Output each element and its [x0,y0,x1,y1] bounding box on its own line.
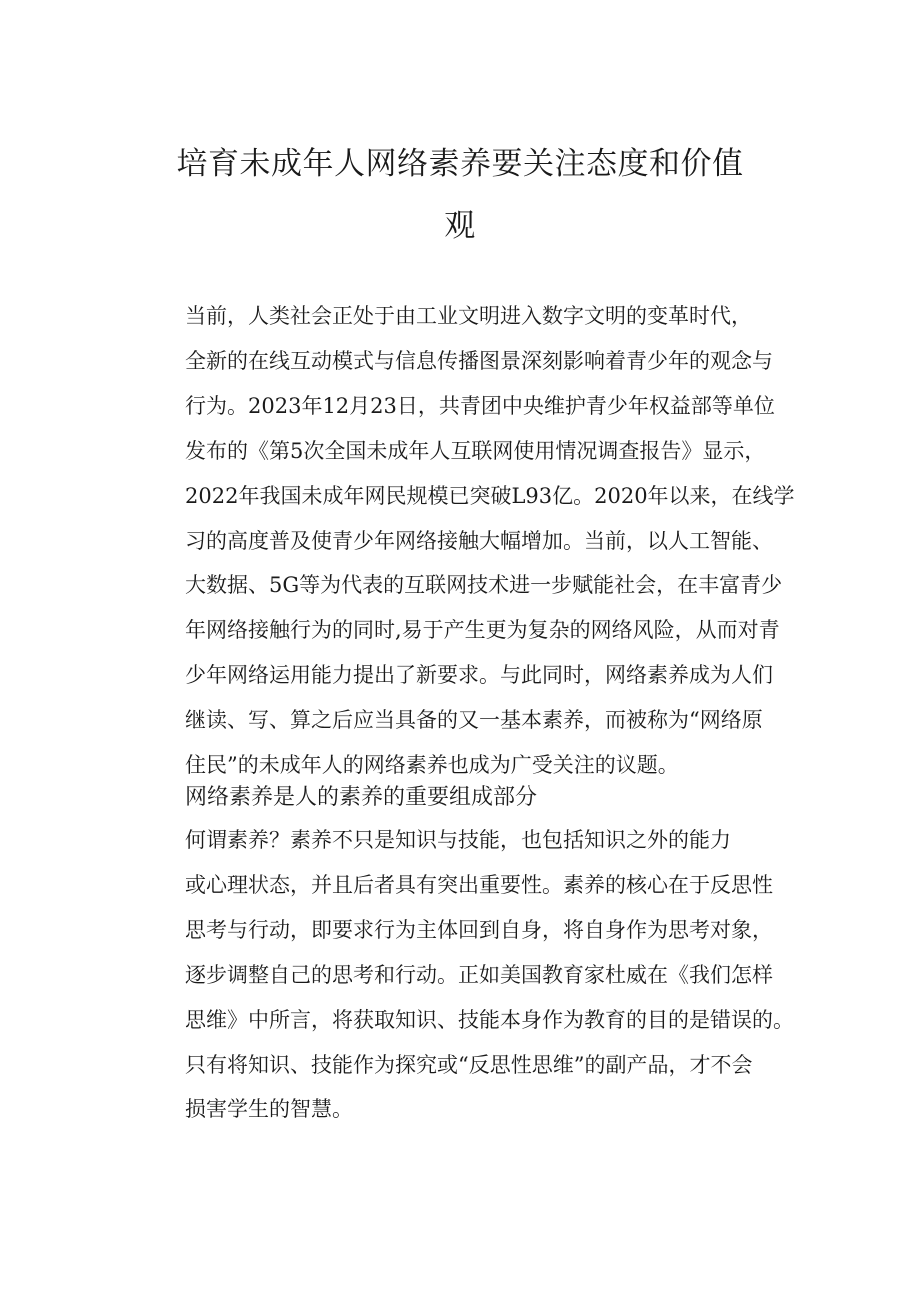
paragraph-line: 逐步调整自己的思考和行动。正如美国教育家杜威在《我们怎样 [185,962,773,987]
paragraph-intro [139,294,807,788]
paragraph-line: 住民”的未成年人的网络素养也成为广受关注的议题。 [185,753,679,778]
paragraph-line: 或心理状态，并且后者具有突出重要性。素养的核心在于反思性 [185,872,773,897]
paragraph-line: 只有将知识、技能作为探究或“反思性思维”的副产品，才不会 [185,1052,753,1077]
paragraph-literacy [139,818,807,1132]
paragraph-line: 全新的在线互动模式与信息传播图景深刻影响着青少年的观念与 [185,348,773,373]
paragraph-line: 思维》中所言，将获取知识、技能本身作为教育的目的是错误的。 [185,1007,794,1032]
paragraph-line: 习的高度普及使青少年网络接触大幅增加。当前，以人工智能、 [185,528,773,553]
paragraph-line: 继读、写、算之后应当具备的又一基本素养，而被称为“网络原 [185,708,763,733]
paragraph-line: 何谓素养？素养不只是知识与技能，也包括知识之外的能力 [185,828,731,852]
section-heading: 网络素养是人的素养的重要组成部分 [185,785,538,810]
paragraph-line: 年网络接触行为的同时,易于产生更为复杂的网络风险，从而对青 [185,618,780,643]
paragraph-line: 大数据、5G等为代表的互联网技术进一步赋能社会，在丰富青少 [185,573,783,598]
paragraph-line: 少年网络运用能力提出了新要求。与此同时，网络素养成为人们 [185,663,773,688]
paragraph-line: 思考与行动，即要求行为主体回到自身，将自身作为思考对象， [185,917,773,942]
paragraph-line: 2022年我国未成年网民规模已突破L93亿。2020年以来，在线学 [185,483,795,508]
paragraph-line: 损害学生的智慧。 [185,1097,353,1122]
paragraph-line: 当前，人类社会正处于由工业文明进入数字文明的变革时代， [185,304,752,328]
document-title-line-2: 观 [444,208,476,244]
paragraph-line: 发布的《第5次全国未成年人互联网使用情况调查报告》显示， [185,438,766,463]
paragraph-line: 行为。2023年12月23日，共青团中央维护青少年权益部等单位 [185,393,775,418]
document-title-line-1: 培育未成年人网络素养要关注态度和价值 [176,146,744,182]
